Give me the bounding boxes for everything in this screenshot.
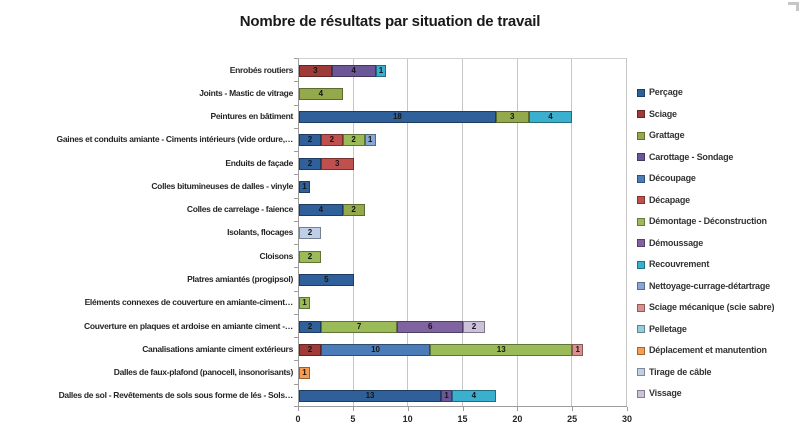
legend-swatch-icon [637, 304, 645, 312]
segment-value-label: 4 [351, 65, 356, 75]
legend-label: Nettoyage-currage-détartrage [649, 280, 770, 291]
stacked-bar [299, 111, 627, 123]
bar-segment [299, 321, 321, 333]
category-label: Joints - Mastic de vitrage [199, 87, 293, 98]
legend-swatch-icon [637, 261, 645, 269]
legend-swatch-icon [637, 325, 645, 333]
bar-segment [299, 88, 343, 100]
bar-segment [299, 390, 441, 402]
legend-label: Recouvrement [649, 259, 710, 269]
segment-value-label: 1 [367, 135, 373, 145]
legend-label: Démontage - Déconstruction [649, 216, 767, 226]
legend-label: Sciage [649, 108, 677, 119]
legend-item [637, 196, 774, 205]
bar-segment [299, 251, 321, 263]
bar-segment [299, 227, 321, 239]
bar-segment [572, 344, 583, 356]
legend-swatch-icon [637, 218, 645, 226]
legend-swatch-icon [637, 390, 645, 398]
segment-value-label: 3 [313, 65, 318, 75]
category-label: Dalles de sol - Revêtements de sols sous forme de lés - Sols… [58, 390, 293, 401]
legend-item [637, 217, 774, 226]
legend-label: Pelletage [649, 323, 687, 334]
bar-row [299, 222, 627, 245]
legend-item [637, 325, 774, 334]
legend-label: Carottage - Sondage [649, 151, 734, 162]
legend-item [637, 88, 774, 97]
category-label: Colles bitumineuses de dalles - vinyle [151, 180, 293, 191]
segment-value-label: 2 [351, 205, 356, 215]
legend-label: Démoussage [649, 237, 704, 248]
segment-value-label: 7 [356, 321, 362, 331]
segment-value-label: 4 [548, 112, 553, 122]
legend-item [637, 260, 774, 269]
legend-label: Tirage de câble [649, 366, 712, 377]
x-tick-mark [408, 407, 409, 411]
stacked-bar [299, 181, 627, 193]
legend-swatch-icon [637, 89, 645, 97]
category-label: Peintures en bâtiment [210, 111, 293, 122]
stacked-bar [299, 367, 627, 379]
legend-swatch-icon [637, 196, 645, 204]
bar-segment [441, 390, 452, 402]
bar-segment [299, 65, 332, 77]
legend-label: Décapage [649, 194, 690, 205]
legend-item [637, 303, 774, 312]
x-tick-label: 10 [402, 414, 413, 424]
category-label: Canalisations amiante ciment extérieurs [142, 343, 293, 354]
bar-segment [332, 65, 376, 77]
legend-label: Déplacement et manutention [649, 345, 767, 355]
segment-value-label: 13 [365, 391, 375, 401]
legend-label: Grattage [649, 130, 685, 140]
legend-swatch-icon [637, 347, 645, 355]
bar-segment [321, 134, 343, 146]
legend-swatch-icon [637, 132, 645, 140]
legend-swatch-icon [637, 239, 645, 247]
legend-label: Vissage [649, 388, 682, 398]
segment-value-label: 1 [302, 298, 307, 308]
legend-label: Perçage [649, 87, 683, 97]
bar-row [299, 361, 627, 384]
segment-value-label: 13 [496, 344, 506, 354]
x-tick-mark [298, 407, 299, 411]
bar-segment [343, 204, 365, 216]
stacked-bar [299, 227, 627, 239]
legend-item [637, 174, 774, 183]
segment-value-label: 2 [307, 344, 313, 354]
category-label: Eléments connexes de couverture en amiante-ciment… [84, 297, 293, 308]
x-tick-mark [463, 407, 464, 411]
category-label: Gaines et conduits amiante - Ciments intérieurs (vide ordure,… [56, 134, 293, 145]
bar-row [299, 245, 627, 268]
segment-value-label: 2 [307, 158, 313, 168]
stacked-bar [299, 204, 627, 216]
bar-segment [496, 111, 529, 123]
x-axis-tick-labels [295, 414, 633, 428]
stacked-bar [299, 274, 627, 286]
category-label: Colles de carrelage - faience [186, 204, 293, 215]
legend-item [637, 346, 774, 355]
bar-row [299, 199, 627, 222]
bar-segment [365, 134, 376, 146]
bar-segment [299, 367, 310, 379]
legend-item [637, 131, 774, 140]
bar-segment [299, 158, 321, 170]
bar-row [299, 59, 627, 82]
bar-row [299, 315, 627, 338]
segment-value-label: 2 [329, 135, 335, 145]
segment-value-label: 4 [471, 391, 477, 401]
legend-item [637, 368, 774, 377]
stacked-bar [299, 65, 627, 77]
x-tick-label: 20 [512, 414, 523, 424]
chart-title: Nombre de résultats par situation de travail [239, 13, 541, 30]
x-tick-label: 5 [350, 414, 356, 424]
segment-value-label: 2 [307, 228, 313, 238]
bar-row [299, 129, 627, 152]
segment-value-label: 4 [318, 88, 324, 98]
legend-item [637, 110, 774, 119]
chart-legend [637, 88, 774, 398]
bar-segment [376, 65, 387, 77]
segment-value-label: 1 [575, 344, 580, 354]
bar-row [299, 106, 627, 129]
category-label: Platres amiantés (progipsol) [187, 274, 293, 285]
stacked-bar [299, 134, 627, 146]
x-axis-tick-marks [298, 407, 627, 411]
segment-value-label: 2 [351, 135, 356, 145]
bar-segment [343, 134, 365, 146]
bar-row [299, 268, 627, 291]
bar-segment [321, 321, 398, 333]
segment-value-label: 10 [371, 344, 380, 354]
category-axis-labels [0, 58, 293, 407]
bar-segment [452, 390, 496, 402]
cropped-corner-artifact [788, 2, 799, 11]
bar-row [299, 292, 627, 315]
bar-row [299, 338, 627, 361]
segment-value-label: 1 [378, 65, 384, 75]
bar-segment [299, 297, 310, 309]
stacked-bar [299, 88, 627, 100]
category-label: Enrobés routiers [229, 64, 293, 75]
bar-segment [397, 321, 463, 333]
segment-value-label: 3 [509, 112, 515, 122]
legend-swatch-icon [637, 175, 645, 183]
bar-row [299, 175, 627, 198]
category-label: Cloisons [259, 250, 293, 261]
legend-item [637, 239, 774, 248]
legend-item [637, 153, 774, 162]
segment-value-label: 1 [302, 368, 307, 378]
bar-segment [463, 321, 485, 333]
x-tick-label: 0 [295, 414, 301, 424]
stacked-bar [299, 297, 627, 309]
stacked-bar [299, 251, 627, 263]
bar-row [299, 152, 627, 175]
bar-segment [321, 344, 430, 356]
bar-segment [299, 111, 496, 123]
bar-segment [299, 274, 354, 286]
bar-segment [299, 181, 310, 193]
x-tick-label: 15 [457, 414, 468, 424]
segment-value-label: 1 [302, 181, 307, 191]
legend-swatch-icon [637, 110, 645, 118]
category-label: Dalles de faux-plafond (panocell, insonorisants) [113, 367, 293, 378]
bar-segment [430, 344, 572, 356]
category-label: Couverture en plaques et ardoise en amiante ciment -… [84, 320, 293, 331]
segment-value-label: 1 [444, 391, 449, 401]
bar-row [299, 385, 627, 408]
segment-value-label: 2 [307, 321, 313, 331]
bar-segment [299, 344, 321, 356]
legend-item [637, 282, 774, 291]
legend-swatch-icon [637, 153, 645, 161]
plot-area [298, 58, 627, 407]
stacked-bar [299, 321, 627, 333]
stacked-bar [299, 390, 627, 402]
bar-segment [321, 158, 354, 170]
bar-segment [299, 134, 321, 146]
category-label: Enduits de façade [225, 157, 293, 168]
bar-segment [299, 204, 343, 216]
stacked-bar [299, 344, 627, 356]
bar-segment [529, 111, 573, 123]
segment-value-label: 3 [335, 158, 340, 168]
segment-value-label: 2 [471, 321, 477, 331]
segment-value-label: 2 [307, 135, 313, 145]
legend-item [637, 389, 774, 398]
x-tick-label: 30 [621, 414, 633, 424]
legend-label: Sciage mécanique (scie sabre) [649, 302, 775, 312]
stacked-bar [299, 158, 627, 170]
x-tick-mark [353, 407, 354, 411]
x-tick-mark [627, 407, 628, 411]
segment-value-label: 18 [392, 112, 402, 122]
bar-row [299, 82, 627, 105]
x-tick-label: 25 [567, 414, 578, 424]
segment-value-label: 4 [318, 205, 324, 215]
legend-label: Découpage [649, 173, 696, 183]
legend-swatch-icon [637, 368, 645, 376]
segment-value-label: 6 [427, 321, 433, 331]
legend-swatch-icon [637, 282, 645, 290]
x-tick-mark [517, 407, 518, 411]
segment-value-label: 2 [307, 251, 313, 261]
segment-value-label: 5 [324, 275, 329, 285]
category-label: Isolants, flocages [227, 227, 293, 238]
x-tick-mark [572, 407, 573, 411]
